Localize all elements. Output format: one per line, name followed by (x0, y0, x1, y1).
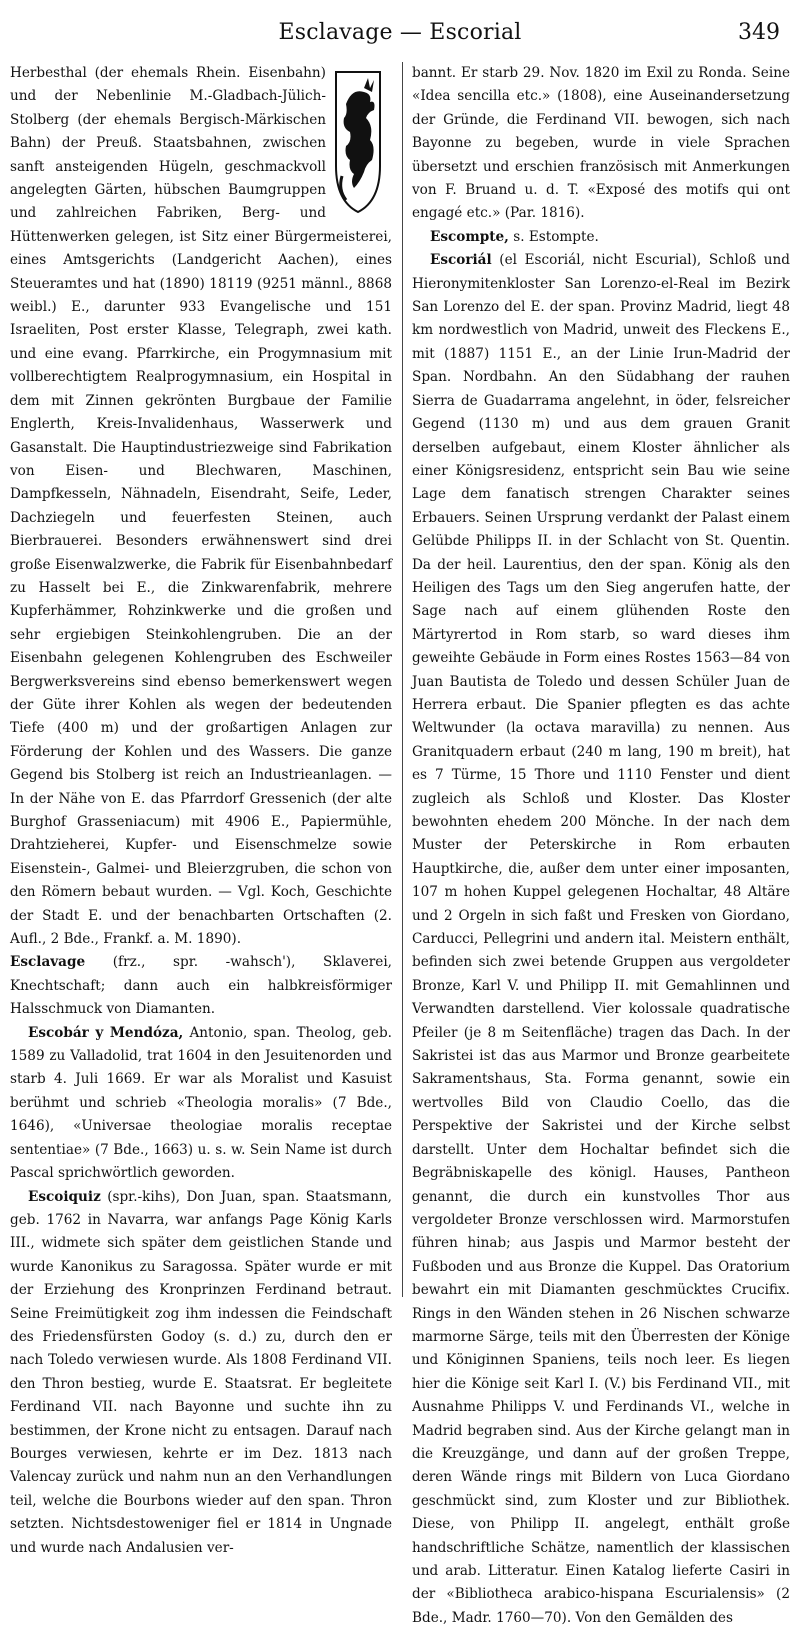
page-number: 349 (738, 20, 780, 45)
text-columns (10, 62, 790, 1626)
entry-text: (frz., spr. -wahsch'), Sklaverei, Knechtschaft; dann auch ein halbkreisförmiger Halsschmuck von Diamanten. (10, 954, 392, 1018)
entry-text: Antonio, span. Theolog, geb. 1589 zu Valladolid, trat 1604 in den Jesuitenorden und starb 4. Juli 1669. Er war als Moralist und Kasuist berühmt und schrieb «Theologia moralis» (7 Bde., 1646), «Universae theologiae moralis receptae sententiae» (7 Bde., 1663) u. s. w. Sein Name ist durch Pascal sprichwörtlich geworden. (10, 1024, 392, 1182)
paragraph-escoiquiz-continued: bannt. Er starb 29. Nov. 1820 im Exil zu Ronda. Seine «Idea sencilla etc.» (1808), eine Auseinandersetzung der Gründe, die Ferdinand VII. bewogen, sich nach Bayonne zu begeben, wurde in viele Sprachen übersetzt und erschien französisch mit Anmerkungen von F. Bruand u. d. T. «Exposé des motifs qui ont engagé etc.» (Par. 1816). (412, 65, 790, 222)
running-title: Esclavage — Escorial (278, 20, 522, 45)
lion-rampant-crest-icon (332, 66, 384, 216)
entry-headword: Escobár y Mendóza, (28, 1024, 184, 1041)
entry-escorial (412, 249, 790, 1630)
entry-headword: Escoiquiz (28, 1188, 101, 1205)
entry-headword: Escompte, (430, 228, 509, 245)
entry-escoiquiz (10, 1186, 392, 1561)
entry-headword: Escoriál (430, 252, 492, 269)
entry-text: (spr.-kihs), Don Juan, span. Staatsmann, geb. 1762 in Navarra, war anfangs Page König Karls III., widmete sich später dem geistlichen Stande und wurde Kanonikus zu Saragossa. Später wurde er mit der Erziehung des Kronprinzen Ferdinand betraut. Seine Freimütigkeit zog ihm indessen die Feindschaft des Friedensfürsten Godoy (s. d.) zu, durch den er nach Toledo verwiesen wurde. Als 1808 Ferdinand VII. den Thron bestieg, wurde E. Staatsrat. Er begleitete Ferdinand VII. nach Bayonne und suchte ihn zu bestimmen, der Krone nicht zu entsagen. Darauf nach Bourges verwiesen, kehrte er im Dez. 1813 nach Valencay zurück und nahm nun an den Verhandlungen teil, welche die Bourbons wieder auf den span. Thron setzten. Nichtsdestoweniger fiel er 1814 in Ungnade und wurde nach Andalusien ver- (10, 1188, 392, 1556)
right-column (412, 62, 790, 1626)
entry-esclavage (10, 951, 392, 1021)
entry-headword: Esclavage (10, 954, 86, 971)
crest-graphic (332, 66, 384, 216)
paragraph-eschweiler: Herbesthal (der ehemals Rhein. Eisenbahn) und der Nebenlinie M.-Gladbach-Jülich-Stolberg (der ehemals Bergisch-Märkischen Bahn) der Preuß. Staatsbahnen, zwischen sanft ansteigenden Hügeln, geschmackvoll angelegten Gärten, hübschen Baumgruppen und zahlreichen Fabriken, Berg- und Hüttenwerken gelegen, ist Sitz einer Bürgermeisterei, eines Amtsgerichts (Landgericht Aachen), eines Steueramtes und hat (1890) 18119 (9251 männl., 8868 weibl.) E., darunter 933 Evangelische und 151 Israeliten, Post erster Klasse, Telegraph, zwei kath. und eine evang. Pfarrkirche, ein Progymnasium mit vollberechtigtem Realprogymnasium, ein Hospital in dem mit Zinnen gekrönten Burgbaue der Familie Englerth, Kreis-Invalidenhaus, Wasserwerk und Gasanstalt. Die Hauptindustriezweige sind Fabrikation von Eisen- und Blechwaren, Maschinen, Dampfkesseln, Nähnadeln, Eisendraht, Seife, Leder, Dachziegeln und feuerfesten Steinen, auch Bierbrauerei. Besonders erwähnenswert sind drei große Eisenwalzwerke, die Fabrik für Eisenbahnbedarf zu Hasselt bei E., die Zinkwarenfabrik, mehrere Kupferhämmer, Rohzinkwerke und die großen und sehr ergiebigen Steinkohlengruben. Die an der Eisenbahn gelegenen Kohlengruben des Eschweiler Bergwerksvereins sind ebenso bemerkenswert wegen der Güte ihrer Kohlen als wegen der bedeutenden Tiefe (400 m) und der großartigen Anlagen zur Förderung der Kohlen und des Wassers. Die ganze Gegend bis Stolberg ist reich an Industrieanlagen. — In der Nähe von E. das Pfarrdorf Gressenich (der alte Burghof Grasseniacum) mit 4906 E., Papiermühle, Drahtzieherei, Kupfer- und Eisenschmelze sowie Eisenstein-, Galmei- und Bleierzgruben, die schon von den Römern bebaut wurden. — Vgl. Koch, Geschichte der Stadt E. und der benachbarten Ortschaften (2. Aufl., 2 Bde., Frankf. a. M. 1890). (10, 65, 392, 948)
entry-text: (el Escoriál, nicht Escurial), Schloß und Hieronymitenkloster San Lorenzo-el-Real im Bezirk San Lorenzo del E. der span. Provinz Madrid, liegt 48 km nordwestlich von Madrid, unweit des Fleckens E., mit (1887) 1151 E., an der Linie Irun-Madrid der Span. Nordbahn. An den Südabhang der rauhen Sierra de Guadarrama angelehnt, in öder, felsreicher Gegend (1130 m) und aus dem grauen Granit derselben aufgebaut, einem Kloster ähnlicher als einer Königsresidenz, entspricht sein Bau wie seine Lage dem fanatisch strengen Charakter seines Erbauers. Seinen Ursprung verdankt der Palast einem Gelübde Philipps II. in der Schlacht von St. Quentin. Da der heil. Laurentius, den der span. König als den Heiligen des Tags um den Sieg angerufen hatte, der Sage nach auf einem glühenden Roste den Märtyrertod in Rom starb, so ward dieses ihm geweihte Gebäude in Form eines Rostes 1563—84 von Juan Bautista de Toledo und dessen Schüler Juan de Herrera erbaut. Die Spanier pflegten es das achte Weltwunder (la octava maravilla) zu nennen. Aus Granitquadern erbaut (240 m lang, 190 m breit), hat es 7 Türme, 15 Thore und 1110 Fenster und dient zugleich als Schloß und Kloster. Das Kloster bewohnten ehedem 200 Mönche. In der nach dem Muster der Peterskirche in Rom erbauten Hauptkirche, die, außer dem unter einer imposanten, 107 m hohen Kuppel gelegenen Hochaltar, 48 Altäre und 2 Orgeln in sich faßt und Fresken von Giordano, Carducci, Pellegrini und andern ital. Meistern enthält, befinden sich zwei betende Gruppen aus vergoldeter Bronze, Karl V. und Philipp II. mit Gemahlinnen und Verwandten darstellend. Vier kolossale quadratische Pfeiler (je 8 m Seitenfläche) tragen das Dach. In der Sakristei ist das aus Marmor und Bronze gearbeitete Sakramentshaus, Sta. Forma genannt, sowie ein wertvolles Bild von Claudio Coello, das die Perspektive der Sakristei und der Kirche selbst darstellt. Unter dem Hochaltar befindet sich die Begräbniskapelle des königl. Hauses, Pantheon genannt, die durch ein kunstvolles Thor aus vergoldeter Bronze verschlossen wird. Marmorstufen führen hinab; aus Jaspis und Marmor besteht der Fußboden und aus Bronze die Kuppel. Das Oratorium bewahrt ein mit Diamanten geschmücktes Crucifix. Rings in den Wänden stehen in 26 Nischen schwarze marmorne Särge, teils mit den Überresten der Könige und Königinnen Spaniens, teils noch leer. Es liegen hier die Könige seit Karl I. (V.) bis Ferdinand VII., mit Ausnahme Philipps V. und Ferdinands VI., welche in Madrid begraben sind. Aus der Kirche gelangt man in die Kreuzgänge, und dann auf der großen Treppe, deren Wände rings mit Bildern von Luca Giordano geschmückt sind, zum Kloster und zur Bibliothek. Diese, von Philipp II. angelegt, enthält große handschriftliche Schätze, namentlich der klassischen und arab. Litteratur. Einen Katalog lieferte Casiri in der «Bibliotheca arabico-hispana Escurialensis» (2 Bde., Madr. 1760—70). Von den Gemälden des (412, 252, 790, 1626)
column-divider (402, 62, 403, 1297)
left-column (10, 62, 392, 1556)
entry-escompte (412, 226, 790, 249)
entry-escobar (10, 1022, 392, 1186)
page-header (0, 14, 800, 54)
entry-text: s. Estompte. (508, 228, 599, 245)
